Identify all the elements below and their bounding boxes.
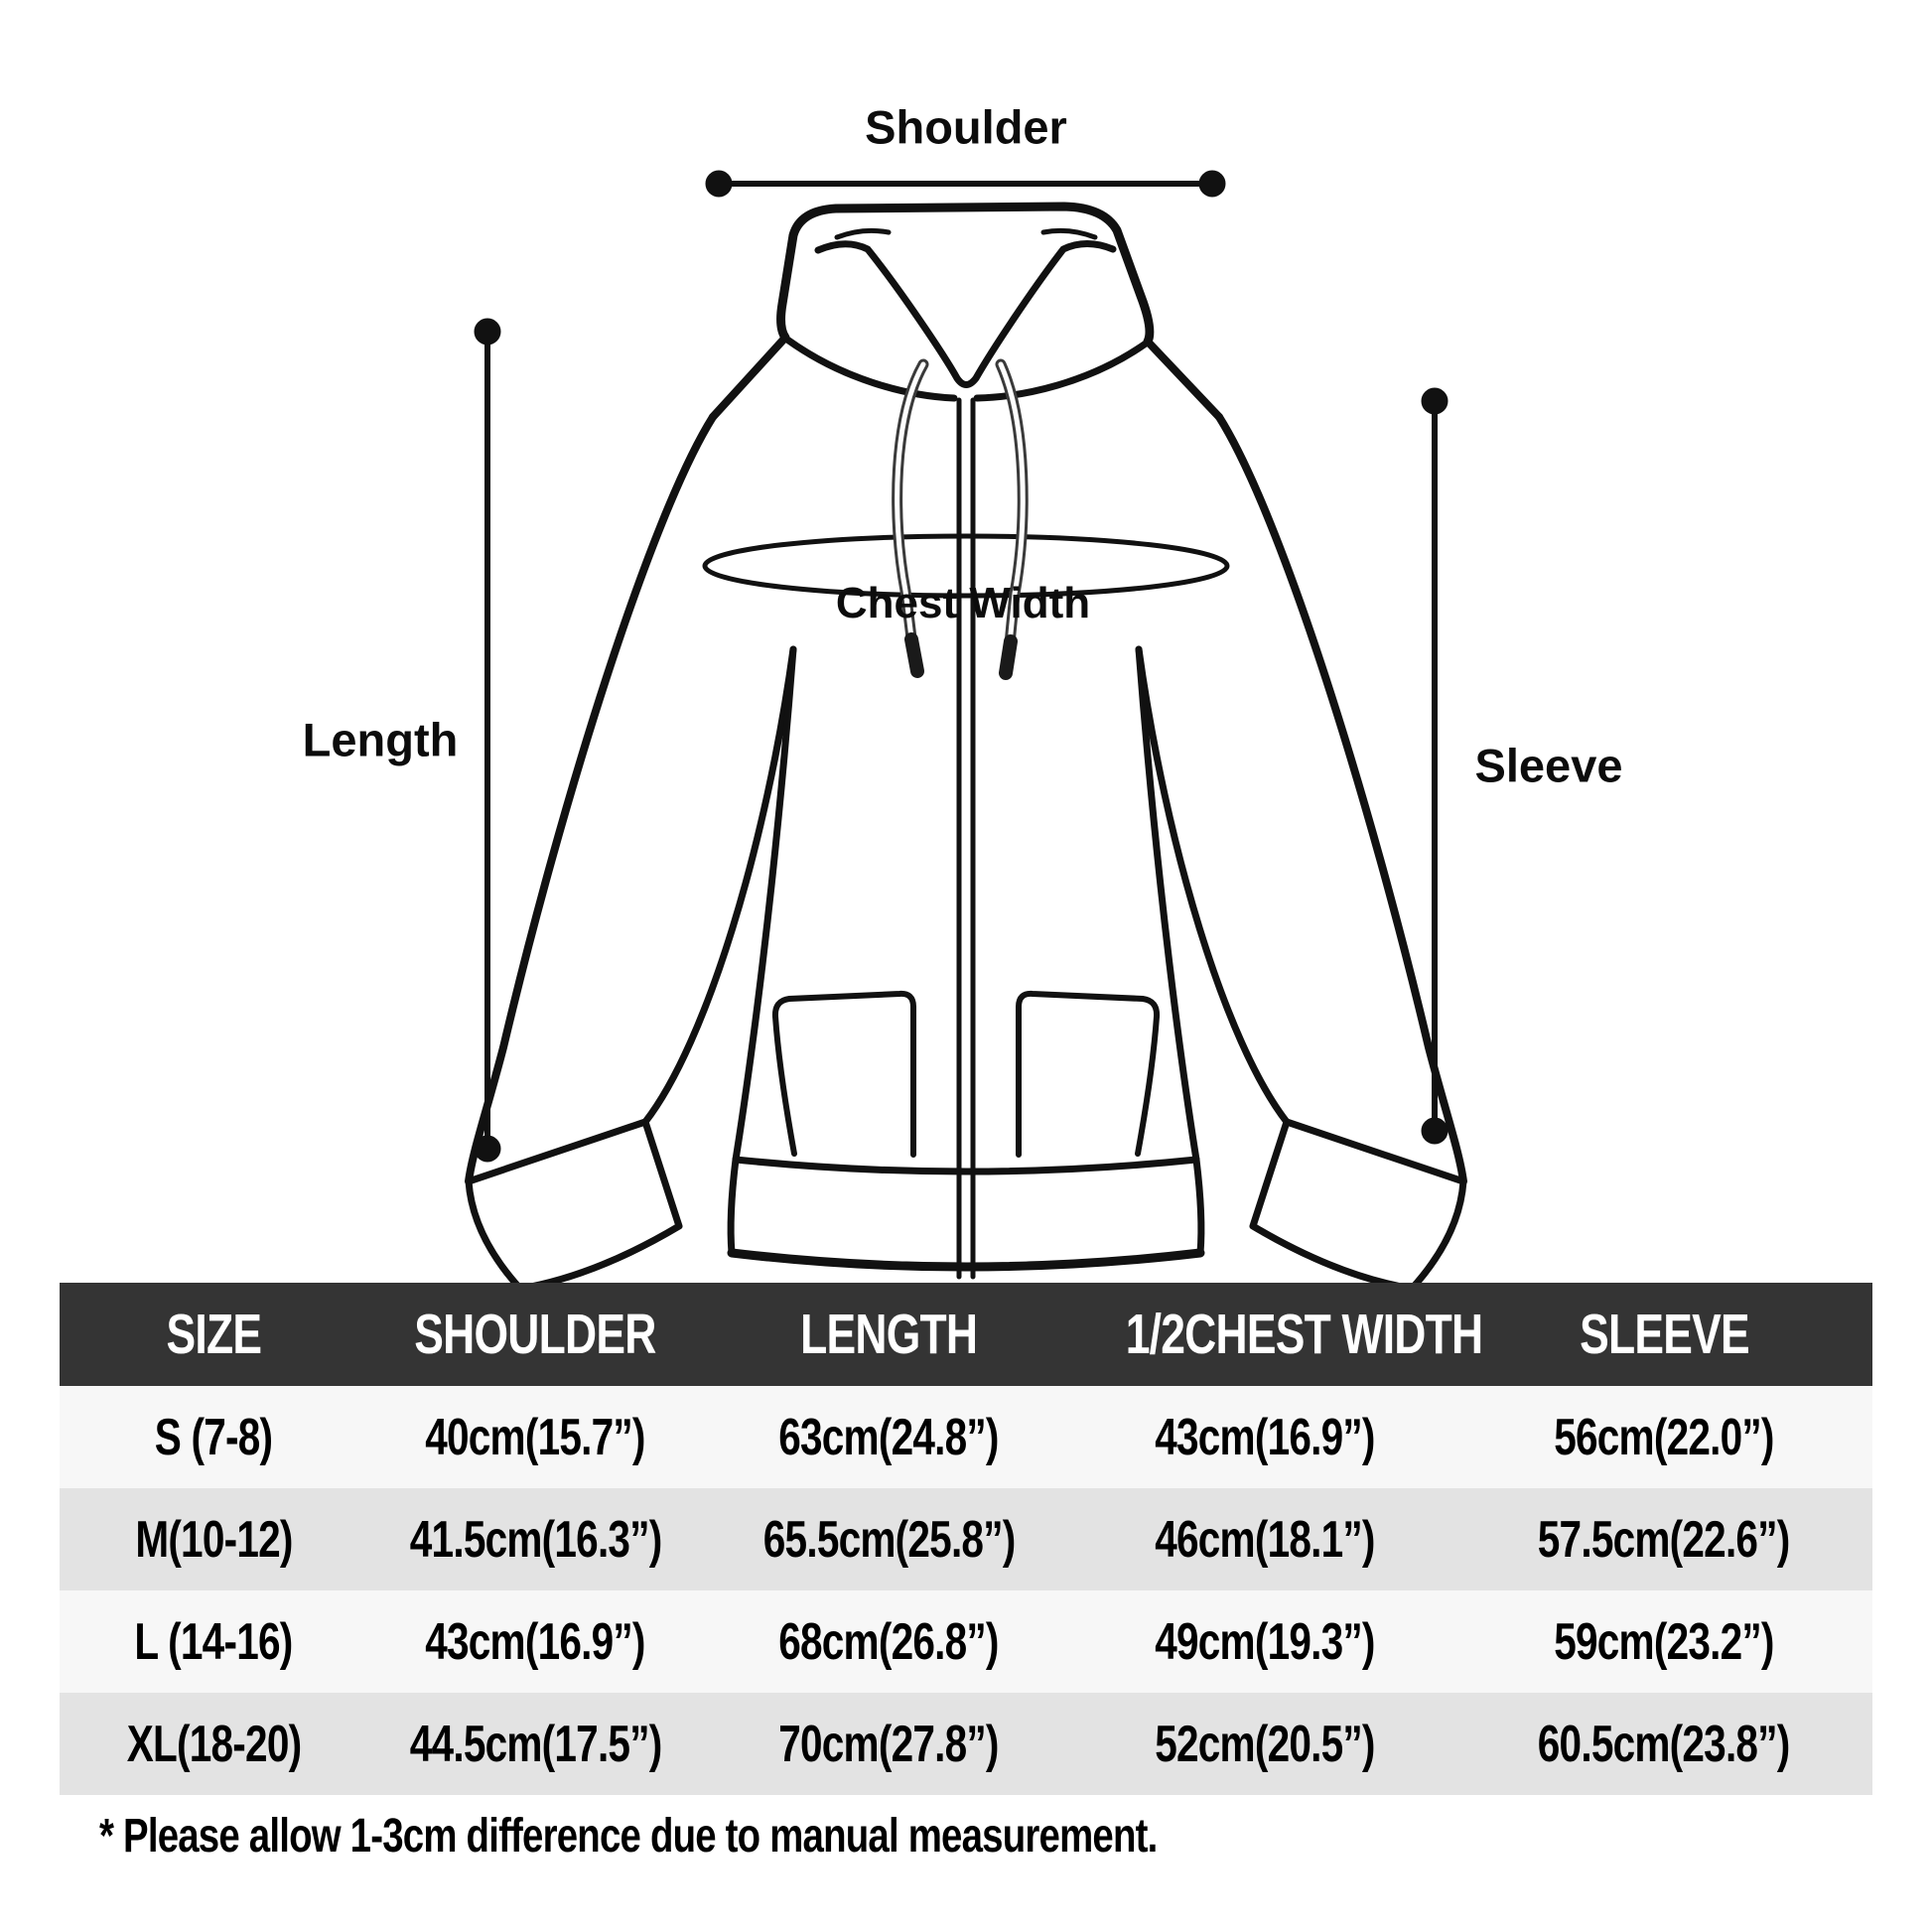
neck-seam-left xyxy=(787,340,954,398)
shoulder-right xyxy=(1148,342,1219,417)
footnote-text: * Please allow 1-3cm difference due to manual measurement. xyxy=(99,1810,1158,1863)
hood-accent-right xyxy=(1043,230,1095,237)
sleeve-value: 57.5cm(22.6”) xyxy=(1538,1510,1790,1569)
table-row-s xyxy=(60,1386,1872,1488)
half-chest-value: 49cm(19.3”) xyxy=(1155,1612,1375,1671)
size-value: M(10-12) xyxy=(135,1510,293,1569)
cell-half-chest xyxy=(1075,1612,1455,1672)
cell-size xyxy=(60,1408,367,1467)
shoulder-left xyxy=(713,338,785,417)
shoulder-value: 40cm(15.7”) xyxy=(425,1408,645,1466)
shoulder-value: 43cm(16.9”) xyxy=(425,1612,645,1671)
sleeve-value: 56cm(22.0”) xyxy=(1554,1408,1774,1466)
hem-bottom xyxy=(732,1253,1200,1267)
table-row-xl xyxy=(60,1693,1872,1795)
hem-top xyxy=(736,1160,1196,1172)
cell-size xyxy=(60,1715,367,1774)
table-row-m xyxy=(60,1488,1872,1590)
length-label: Length xyxy=(302,713,459,766)
hem-left xyxy=(731,1160,736,1253)
aglet-left xyxy=(911,639,917,671)
length-value: 68cm(26.8”) xyxy=(778,1612,1000,1671)
zipper xyxy=(959,400,973,1277)
hem-right xyxy=(1196,1160,1201,1253)
cell-sleeve xyxy=(1455,1612,1872,1672)
measurement-footnote xyxy=(99,1809,1422,1863)
half-chest-value: 52cm(20.5”) xyxy=(1155,1715,1375,1773)
length-value: 65.5cm(25.8”) xyxy=(762,1510,1016,1569)
header-cell-size xyxy=(60,1302,367,1367)
size-table xyxy=(60,1283,1872,1795)
sleeve-value: 60.5cm(23.8”) xyxy=(1538,1715,1790,1773)
shoulder-label: Shoulder xyxy=(865,100,1067,154)
cell-shoulder xyxy=(367,1510,703,1570)
size-value: XL(18-20) xyxy=(126,1715,301,1773)
length-value: 63cm(24.8”) xyxy=(778,1408,1000,1466)
length-dimension-line xyxy=(475,319,500,1162)
header-cell-half-chest xyxy=(1075,1302,1482,1367)
shoulder-value: 41.5cm(16.3”) xyxy=(409,1510,662,1569)
cell-shoulder xyxy=(367,1715,703,1774)
shoulder-value: 44.5cm(17.5”) xyxy=(409,1715,662,1773)
sleeve-value: 59cm(23.2”) xyxy=(1554,1612,1774,1671)
header-shoulder-text: SHOULDER xyxy=(414,1303,656,1366)
cell-sleeve xyxy=(1455,1715,1872,1774)
header-cell-sleeve xyxy=(1455,1302,1872,1367)
hood-opening xyxy=(818,244,1113,385)
half-chest-value: 43cm(16.9”) xyxy=(1155,1408,1375,1466)
size-value: S (7-8) xyxy=(154,1408,273,1466)
cell-half-chest xyxy=(1075,1510,1455,1570)
size-value: L (14-16) xyxy=(134,1612,293,1671)
aglet-right xyxy=(1006,641,1011,673)
cell-length xyxy=(703,1408,1074,1467)
cell-size xyxy=(60,1510,367,1570)
chest-width-label: Chest Width xyxy=(835,579,1091,627)
cell-length xyxy=(703,1510,1074,1570)
cell-sleeve xyxy=(1455,1510,1872,1570)
sleeve-label: Sleeve xyxy=(1474,739,1623,792)
cell-length xyxy=(703,1612,1074,1672)
shoulder-dimension-line xyxy=(706,171,1225,197)
table-row-l xyxy=(60,1590,1872,1693)
header-cell-length xyxy=(703,1302,1074,1367)
cell-half-chest xyxy=(1075,1715,1455,1774)
table-header-row xyxy=(60,1283,1872,1386)
cell-shoulder xyxy=(367,1612,703,1672)
header-cell-shoulder xyxy=(367,1302,703,1367)
header-length-text: LENGTH xyxy=(800,1303,978,1366)
cell-half-chest xyxy=(1075,1408,1455,1467)
cell-sleeve xyxy=(1455,1408,1872,1467)
header-sleeve-text: SLEEVE xyxy=(1579,1303,1749,1366)
cuff-right xyxy=(1253,1122,1463,1289)
hood-outline xyxy=(781,207,1150,342)
cell-length xyxy=(703,1715,1074,1774)
header-half-chest-text: 1/2CHEST WIDTH xyxy=(1125,1303,1482,1366)
pocket-right xyxy=(1019,994,1157,1155)
length-value: 70cm(27.8”) xyxy=(778,1715,1000,1773)
cell-size xyxy=(60,1612,367,1672)
cell-shoulder xyxy=(367,1408,703,1467)
hood-accent-left xyxy=(837,230,889,237)
half-chest-value: 46cm(18.1”) xyxy=(1155,1510,1375,1569)
header-size-text: SIZE xyxy=(166,1303,262,1366)
pocket-left xyxy=(775,994,913,1155)
